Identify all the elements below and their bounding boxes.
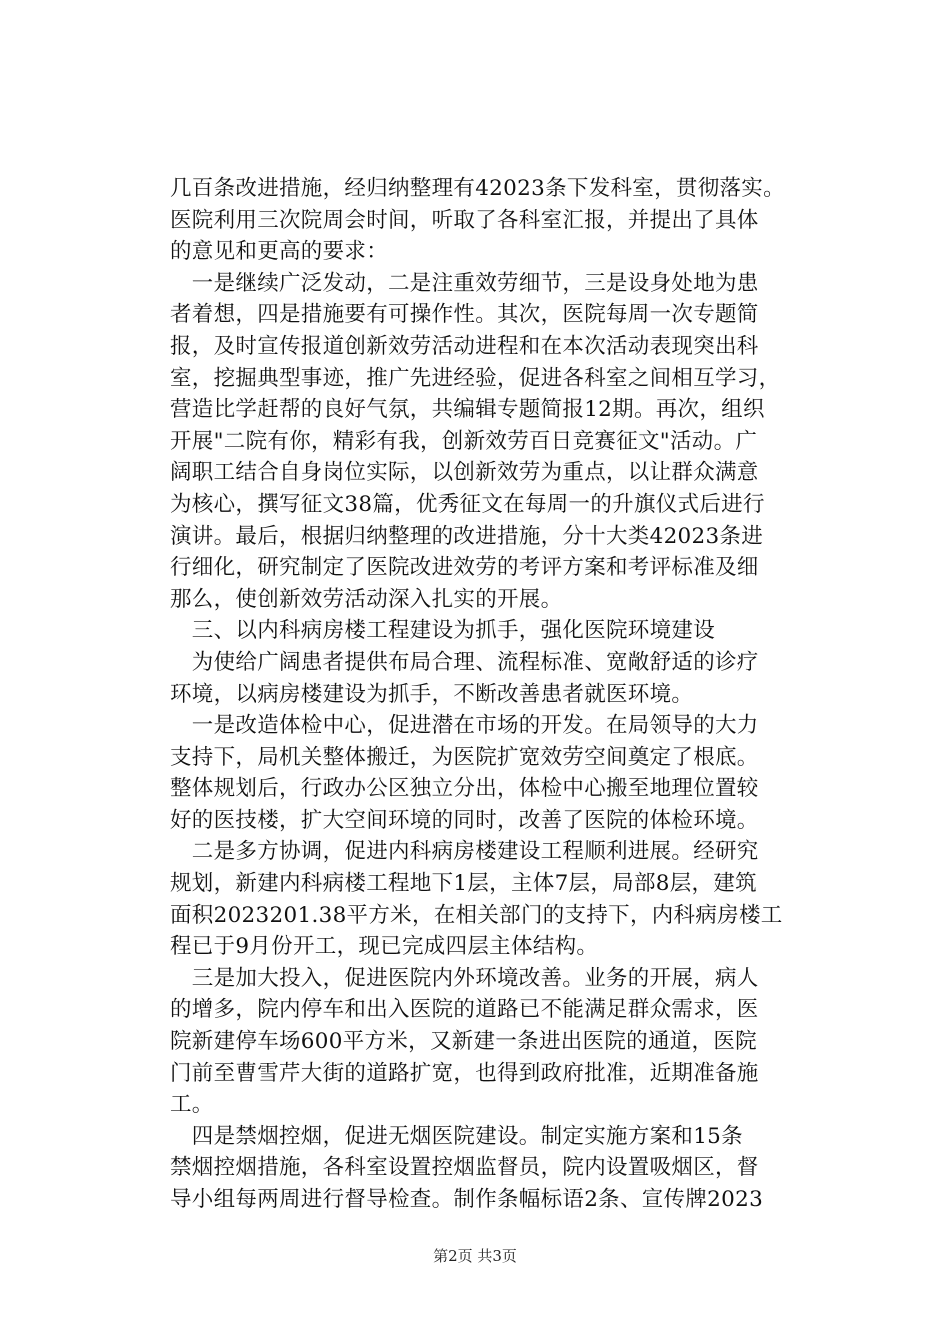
text-line: 导小组每两周进行督导检查。制作条幅标语2条、宣传牌2023 (170, 1187, 764, 1212)
text-line: 环境，以病房楼建设为抓手，不断改善患者就医环境。 (170, 681, 694, 707)
text-line: 演讲。最后，根据归纳整理的改进措施，分十大类42023条进 (170, 523, 764, 549)
text-line: 的增多，院内停车和出入医院的道路已不能满足群众需求，医 (170, 997, 759, 1023)
text-line: 门前至曹雪芹大街的道路扩宽，也得到政府批准，近期准备施 (170, 1060, 759, 1086)
text-line: 的意见和更高的要求： (170, 239, 389, 265)
page-number-footer: 第2页 共3页 (433, 1247, 517, 1265)
text-line: 三是加大投入，促进医院内外环境改善。业务的开展，病人 (170, 965, 759, 991)
text-line: 为使给广阔患者提供布局合理、流程标准、宽敞舒适的诊疗 (170, 649, 759, 675)
text-line: 医院利用三次院周会时间，听取了各科室汇报，并提出了具体 (170, 207, 759, 233)
text-line: 面积2023201.38平方米，在相关部门的支持下，内科病房楼工 (170, 902, 783, 928)
text-line: 报，及时宣传报道创新效劳活动进程和在本次活动表现突出科 (170, 333, 759, 359)
text-line: 一是改造体检中心，促进潜在市场的开发。在局领导的大力 (170, 713, 759, 739)
text-line: 行细化，研究制定了医院改进效劳的考评方案和考评标准及细 (170, 555, 759, 581)
text-line: 那么，使创新效劳活动深入扎实的开展。 (170, 586, 563, 612)
text-line: 一是继续广泛发动，二是注重效劳细节，三是设身处地为患 (170, 270, 759, 296)
text-line: 阔职工结合自身岗位实际，以创新效劳为重点，以让群众满意 (170, 460, 759, 486)
text-line: 工。 (170, 1092, 214, 1118)
text-line: 支持下，局机关整体搬迁，为医院扩宽效劳空间奠定了根底。 (170, 744, 759, 770)
text-line: 者着想，四是措施要有可操作性。其次，医院每周一次专题简 (170, 302, 759, 328)
text-line: 开展"二院有你，精彩有我，创新效劳百日竞赛征文"活动。广 (170, 428, 758, 454)
document-body (170, 173, 830, 1216)
text-line: 禁烟控烟措施，各科室设置控烟监督员，院内设置吸烟区，督 (170, 1155, 759, 1181)
text-line: 二是多方协调，促进内科病房楼建设工程顺利进展。经研究 (170, 839, 759, 865)
text-line: 为核心，撰写征文38篇，优秀征文在每周一的升旗仪式后进行 (170, 491, 765, 517)
section-heading: 三、以内科病房楼工程建设为抓手，强化医院环境建设 (170, 618, 716, 644)
text-line: 好的医技楼，扩大空间环境的同时，改善了医院的体检环境。 (170, 807, 759, 833)
text-line: 营造比学赶帮的良好气氛，共编辑专题简报12期。再次，组织 (170, 397, 765, 423)
text-line: 院新建停车场600平方米，又新建一条进出医院的通道，医院 (170, 1029, 757, 1055)
text-line: 四是禁烟控烟，促进无烟医院建设。制定实施方案和15条 (170, 1123, 743, 1149)
text-line: 程已于9月份开工，现已完成四层主体结构。 (170, 934, 599, 960)
text-line: 几百条改进措施，经归纳整理有42023条下发科室，贯彻落实。 (170, 176, 785, 201)
text-line: 规划，新建内科病楼工程地下1层，主体7层，局部8层，建筑 (170, 871, 757, 897)
text-line: 整体规划后，行政办公区独立分出，体检中心搬至地理位置较 (170, 776, 759, 802)
text-line: 室，挖掘典型事迹，推广先进经验，促进各科室之间相互学习， (170, 365, 781, 391)
